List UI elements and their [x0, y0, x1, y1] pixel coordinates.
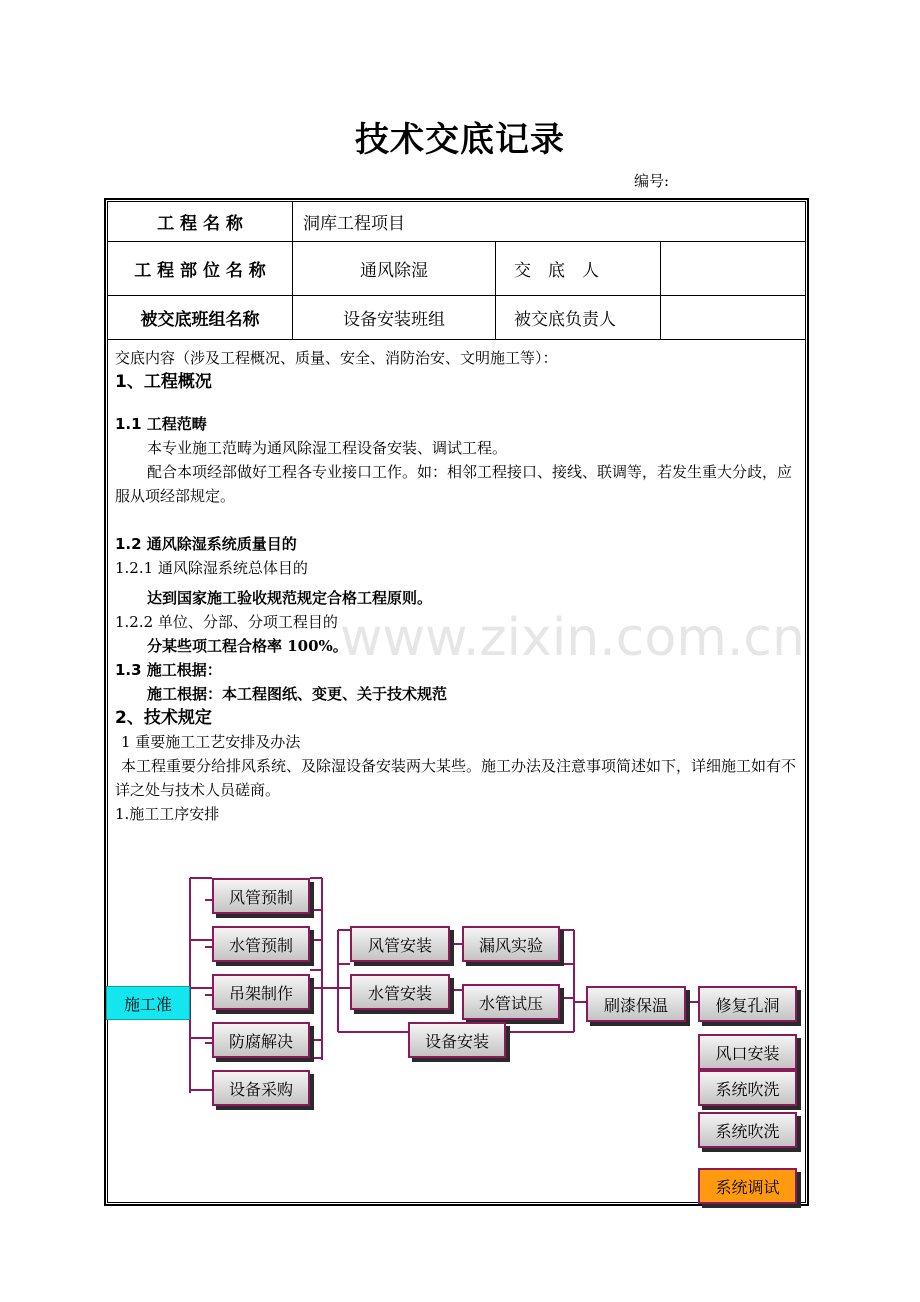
section-1-heading: 1、工程概况 — [115, 372, 212, 392]
flow-box-system-flush-1: 系统吹洗 — [698, 1070, 797, 1106]
project-part-label: 工 程 部 位 名 称 — [108, 242, 293, 296]
flow-box-procurement: 设备采购 — [212, 1070, 310, 1106]
flow-box-pipe-prefab: 水管预制 — [212, 926, 310, 962]
project-name-value: 洞库工程项目 — [293, 202, 806, 242]
section-1-1-paragraph-1: 本专业施工范畴为通风除湿工程设备安装、调试工程。 — [147, 439, 508, 457]
section-2-heading: 2、技术规定 — [115, 708, 212, 728]
section-1-1-paragraph-2: 配合本项经部做好工程各专业接口工作。如：相邻工程接口、接线、联调等，若发生重大分歧，应服从项经部规定。 — [115, 463, 793, 505]
document-title: 技术交底记录 — [355, 120, 565, 160]
section-1-1-heading: 1.1 工程范畴 — [115, 415, 207, 433]
flow-box-system-flush-2: 系统吹洗 — [698, 1112, 797, 1148]
flow-box-duct-prefab: 风管预制 — [212, 878, 310, 914]
flow-box-commissioning: 系统调试 — [698, 1168, 797, 1204]
flow-box-outlet-install: 风口安装 — [698, 1034, 797, 1070]
section-1-3-heading: 1.3 施工根据： — [115, 661, 222, 679]
section-1-2-2-heading: 1.2.2 单位、分部、分项工程目的 — [115, 613, 338, 631]
flow-box-pipe-install: 水管安装 — [350, 974, 450, 1010]
team-leader-label: 被交底负责人 — [496, 296, 661, 340]
flow-box-hole-repair: 修复孔洞 — [698, 986, 797, 1022]
discloser-label: 交 底 人 — [496, 242, 661, 296]
flow-box-equipment-install: 设备安装 — [408, 1022, 506, 1058]
flow-box-leak-test: 漏风实验 — [462, 926, 560, 962]
project-part-value: 通风除湿 — [293, 242, 496, 296]
section-2-paragraph: 本工程重要分给排风系统、及除湿设备安装两大某些。施工办法及注意事项简述如下，详细施工如有不详之处与技术人员磋商。 — [115, 757, 797, 799]
basis-text: 施工根据：本工程图纸、变更、关于技术规范 — [147, 685, 448, 703]
section-2-1-heading: 1 重要施工工艺安排及办法 — [121, 733, 301, 751]
flow-box-duct-install: 风管安装 — [350, 926, 450, 962]
section-1-2-2-paragraph: 分某些项工程合格率 100%。 — [147, 637, 348, 655]
document-number-label: 编号: — [634, 172, 670, 190]
flow-box-preparation: 施工准 — [106, 986, 190, 1020]
team-name-label: 被交底班组名称 — [108, 296, 293, 340]
content-intro: 交底内容（涉及工程概况、质量、安全、消防治安、文明施工等）： — [115, 349, 558, 367]
watermark: www.zixin.com.cn — [340, 608, 805, 668]
section-1-2-heading: 1.2 通风除湿系统质量目的 — [115, 535, 297, 553]
flow-box-anticorrosion: 防腐解决 — [212, 1022, 310, 1058]
flow-box-hanger: 吊架制作 — [212, 974, 310, 1010]
section-2-2-heading: 1.施工工序安排 — [115, 805, 220, 823]
flow-box-paint-insulation: 刷漆保温 — [586, 986, 686, 1022]
team-name-value: 设备安装班组 — [293, 296, 496, 340]
flow-box-pressure-test: 水管试压 — [462, 984, 560, 1020]
section-1-2-1-heading: 1.2.1 通风除湿系统总体目的 — [115, 559, 308, 577]
project-name-label: 工 程 名 称 — [108, 202, 293, 242]
section-1-2-1-paragraph: 达到国家施工验收规范规定合格工程原则。 — [147, 589, 433, 607]
